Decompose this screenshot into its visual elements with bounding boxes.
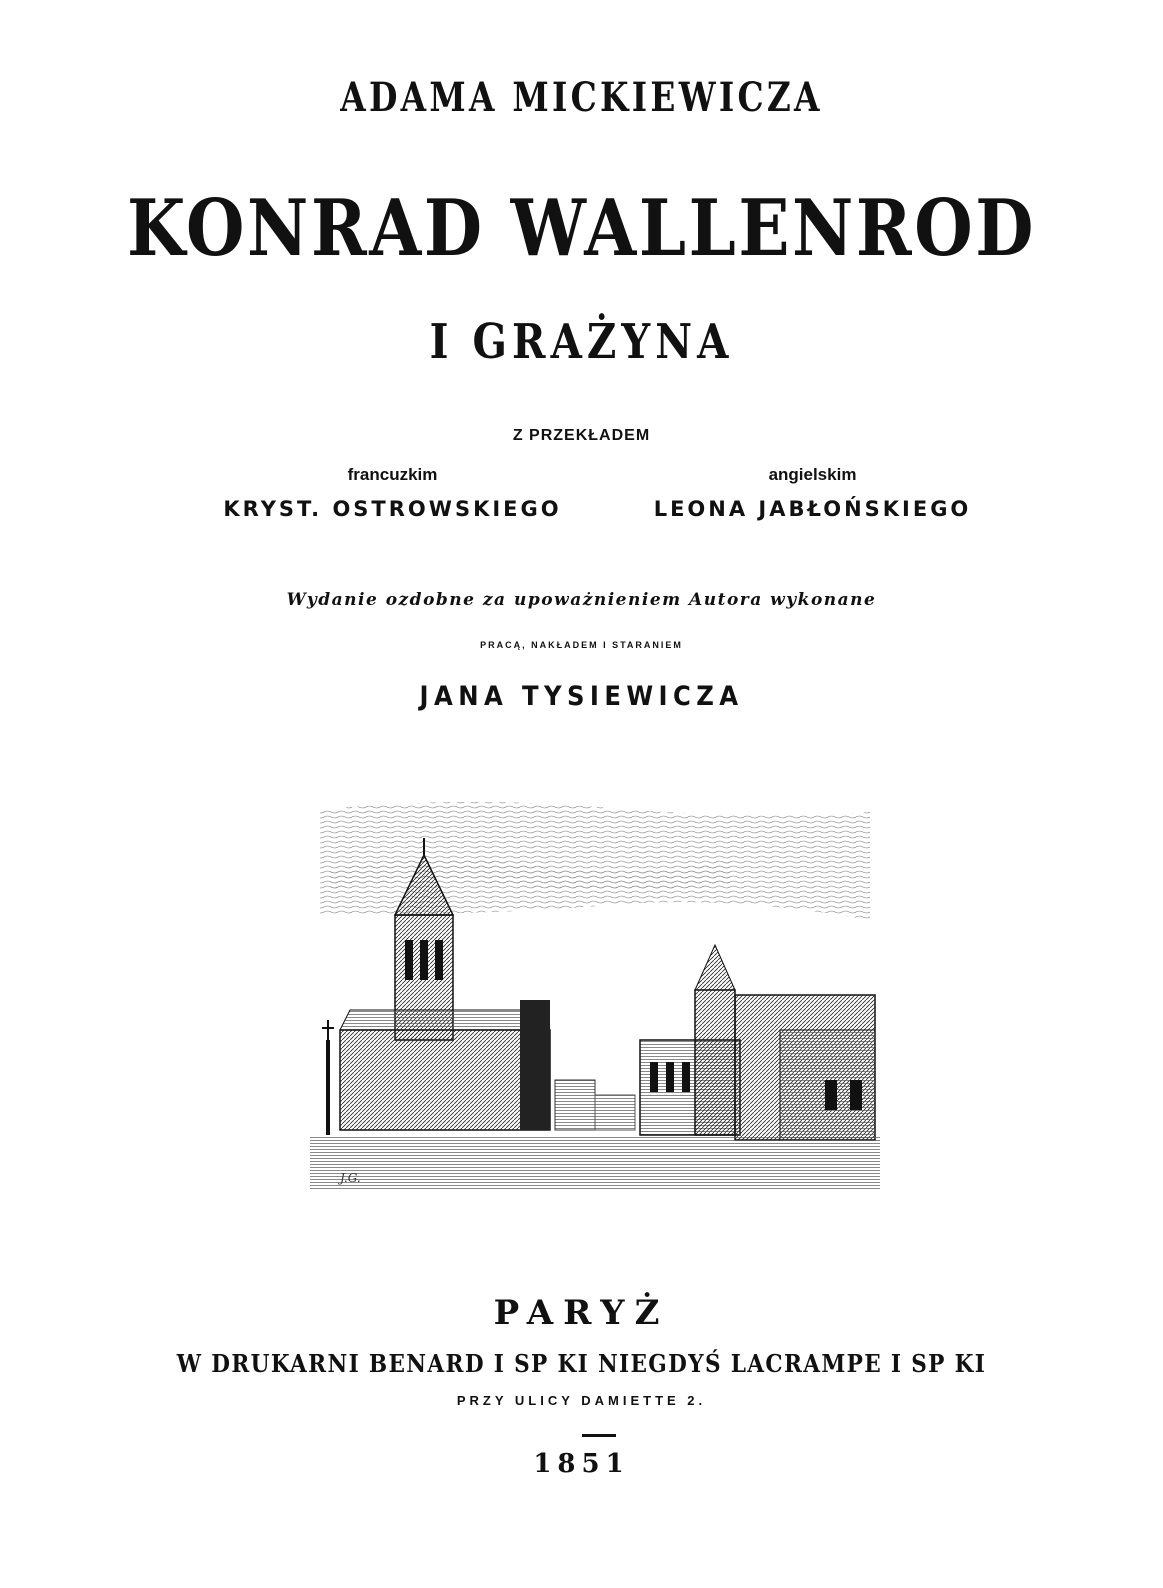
divider-rule xyxy=(582,1434,616,1437)
translator-name: LEONA JABŁOŃSKIEGO xyxy=(653,497,972,521)
author-name: ADAMA MICKIEWICZA xyxy=(340,74,823,121)
printer-name: W DRUKARNI BENARD I SP KI NIEGDYŚ LACRAMPE I SP KI xyxy=(176,1349,987,1378)
ground xyxy=(310,1135,880,1190)
engraver-signature: J.G. xyxy=(340,1171,361,1185)
editor-name: JANA TYSIEWICZA xyxy=(419,681,744,712)
translation-french xyxy=(215,466,570,520)
publication-year: 1851 xyxy=(533,1449,630,1479)
book-title: KONRAD WALLENROD xyxy=(126,183,1037,274)
translation-intro: Z PRZEKŁADEM xyxy=(512,427,651,444)
translation-english xyxy=(640,466,985,520)
castle-engraving xyxy=(310,800,880,1190)
editor-intro: PRACĄ, NAKŁADEM I STARANIEM xyxy=(480,640,683,650)
translator-name: KRYST. OSTROWSKIEGO xyxy=(223,497,562,521)
edition-note: Wydanie ozdobne za upoważnieniem Autora wykonane xyxy=(286,590,877,610)
translation-language: angielskim xyxy=(768,465,857,484)
printer-address: PRZY ULICY DAMIETTE 2. xyxy=(456,1393,707,1408)
translation-language: francuzkim xyxy=(347,465,438,484)
publication-city: PARYŻ xyxy=(493,1293,670,1333)
book-subtitle: I GRAŻYNA xyxy=(429,314,734,370)
castle xyxy=(640,945,875,1140)
distant-buildings xyxy=(555,1080,635,1130)
